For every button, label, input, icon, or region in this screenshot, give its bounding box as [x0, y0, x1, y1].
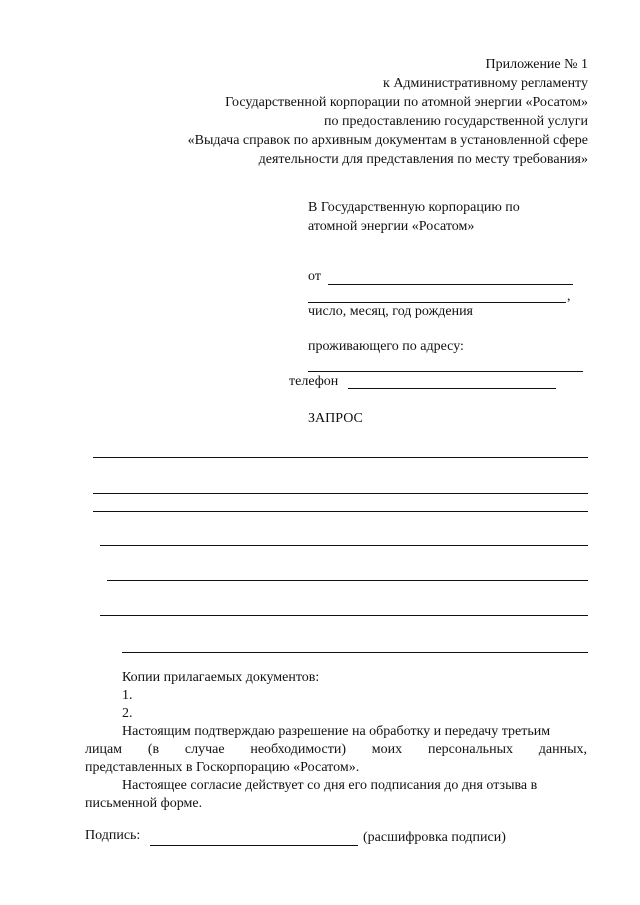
phone-field[interactable]	[348, 388, 556, 389]
birth-date-label: число, месяц, год рождения	[308, 304, 473, 319]
consent-line: Настоящее согласие действует со дня его подписания до дня отзыва в	[122, 778, 538, 793]
address-field[interactable]	[308, 371, 583, 372]
header-line: по предоставлению государственной услуги	[324, 114, 588, 129]
header-line: к Административному регламенту	[383, 76, 588, 91]
from-name-field[interactable]	[328, 284, 573, 285]
comma: ,	[567, 289, 571, 304]
consent-line: письменной форме.	[85, 796, 203, 811]
request-line[interactable]	[100, 615, 588, 616]
attachments-label: Копии прилагаемых документов:	[122, 670, 320, 685]
attachment-item: 1.	[122, 688, 133, 703]
request-line[interactable]	[107, 580, 588, 581]
header-line: деятельности для представления по месту требования»	[258, 152, 588, 167]
request-line[interactable]	[93, 493, 588, 494]
request-title: ЗАПРОС	[308, 411, 363, 426]
addressee-line: В Государственную корпорацию по	[308, 200, 520, 215]
phone-label: телефон	[289, 374, 339, 389]
signature-label: Подпись:	[85, 828, 141, 843]
consent-line: Настоящим подтверждаю разрешение на обработку и передачу третьим	[122, 724, 551, 739]
consent-line: представленных в Госкорпорацию «Росатом».	[85, 760, 360, 775]
addressee-line: атомной энергии «Росатом»	[308, 219, 475, 234]
attachment-item: 2.	[122, 706, 133, 721]
header-line: Государственной корпорации по атомной энергии «Росатом»	[225, 95, 588, 110]
signature-field[interactable]	[150, 845, 358, 846]
address-label: проживающего по адресу:	[308, 339, 464, 354]
request-line[interactable]	[122, 652, 588, 653]
request-line[interactable]	[93, 457, 588, 458]
from-label: от	[308, 269, 321, 284]
header-line: «Выдача справок по архивным документам в установленной сфере	[187, 133, 588, 148]
consent-line: лицам (в случае необходимости) моих персональных данных,	[85, 742, 587, 757]
signature-decode-label: (расшифровка подписи)	[363, 830, 506, 845]
request-line[interactable]	[100, 545, 588, 546]
appendix-number: Приложение № 1	[485, 57, 588, 72]
request-line[interactable]	[93, 511, 588, 512]
